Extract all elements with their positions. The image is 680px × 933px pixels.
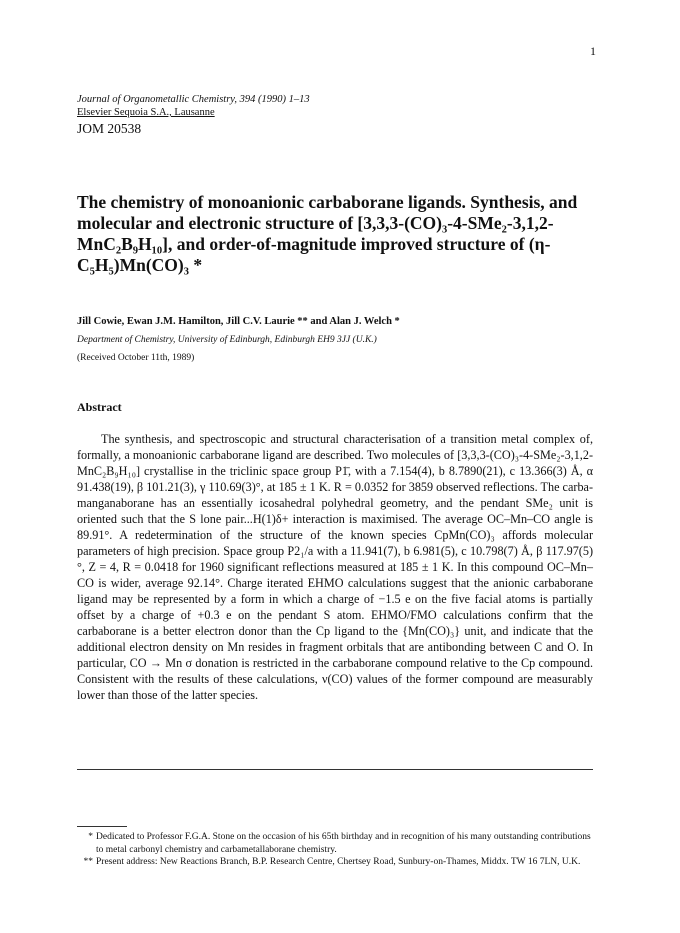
page-number: 1 [590, 44, 596, 58]
journal-reference: , 394 (1990) 1–13 [234, 94, 310, 105]
affiliation: Department of Chemistry, University of Edinburgh, Edinburgh EH9 3JJ (U.K.) [77, 335, 377, 345]
journal-name: Journal of Organometallic Chemistry [77, 94, 235, 105]
section-divider [77, 769, 593, 770]
publisher: Elsevier Sequoia S.A., Lausanne [77, 107, 215, 118]
footnote-item [77, 856, 593, 869]
footnote-text: Dedicated to Professor F.G.A. Stone on the occasion of his 65th birthday and in recognition of his many outstanding contributions to metal carbonyl chemistry and carbametallaborane chemistry. [96, 832, 591, 855]
footnote-text: Present address: New Reactions Branch, B.P. Research Centre, Chertsey Road, Sunbury-on-Thames, Middx. TW 16 7LN, U.K. [96, 857, 581, 867]
journal-header [77, 93, 310, 135]
abstract-heading: Abstract [77, 400, 122, 414]
footnote-mark: * [88, 832, 93, 842]
article-id: JOM 20538 [77, 121, 142, 136]
footnotes [77, 826, 593, 869]
received-date: (Received October 11th, 1989) [77, 353, 195, 363]
journal-citation [77, 93, 310, 106]
author-list: Jill Cowie, Ewan J.M. Hamilton, Jill C.V. Laurie ** and Alan J. Welch * [77, 316, 400, 327]
article-title: The chemistry of monoanionic carbaborane ligands. Synthesis, and molecular and electronic structure of [3,3,3-(CO)₃-4-SMe₂-3,1,2-MnC₂B₉H₁₀], and order-of-magnitude improved structure of (η-C₅H₅)Mn(CO)₃ * [77, 192, 578, 275]
footnote-mark: ** [83, 857, 93, 867]
footnote-item [77, 831, 593, 856]
footnote-rule [77, 826, 127, 827]
abstract-text: The synthesis, and spectroscopic and structural characterisation of a transition metal complex of, formally, a monoanionic carbaborane ligand are described. Two molecules of [3,3,3-(CO)₃-4-SMe₂-3,1,2-MnC₂B₉H₁₀] crystallise in the triclinic space group P1̄, with a 7.154(4), b 8.7890(21), c 13.366(3) Å, α 91.438(19), β 101.21(3), γ 110.69(3)°, at 185 ± 1 K. R = 0.0352 for 3859 observed reflections. The carba-manganaborane has an essentially icosahedral polyhedral geometry, and the pendant SMe₂ unit is oriented such that the S lone pair...H(1)δ+ interaction is maximised. The average OC–Mn–CO angle is 89.91°. A redetermination of the structure of the known species CpMn(CO)₃ affords molecular parameters of high precision. Space group P2₁/a with a 11.941(7), b 6.981(5), c 10.798(7) Å, β 117.97(5)°, Z = 4, R = 0.0418 for 1960 significant reflections measured at 185 ± 1 K. In this compound OC–Mn–CO is wider, average 92.14°. Charge iterated EHMO calculations suggest that the anionic carbaborane ligand may be represented by a form in which a charge of −1.5 e on the five facial atoms is partially offset by a charge of +0.3 e on the pendant S atom. EHMO/FMO calculations confirm that the carbaborane is a better electron donor than the Cp ligand to the {Mn(CO)₃} unit, and indicate that the additional electron density on Mn resides in fragment orbitals that are antibonding between C and O. In particular, CO → Mn σ donation is restricted in the carbaborane compound relative to the Cp compound. Consistent with the results of these calculations, ν(CO) values of the former compound are measurably lower than those of the latter species. [77, 432, 593, 702]
